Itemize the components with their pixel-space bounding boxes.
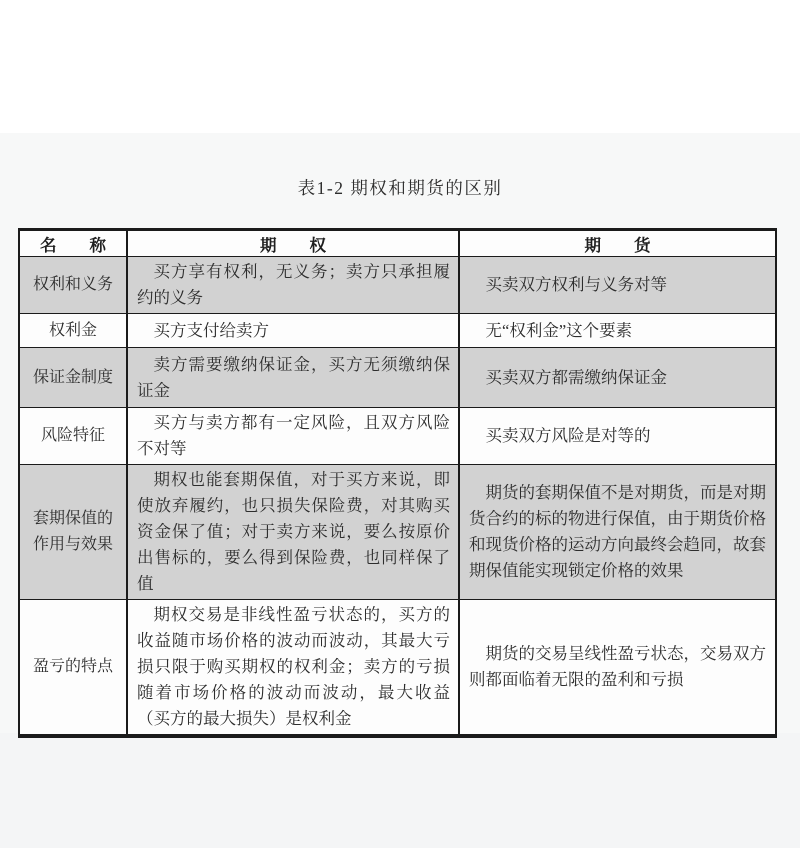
row-name-cell: 权利金	[19, 314, 127, 348]
table-row	[19, 600, 776, 737]
option-column-cell: 卖方需要缴纳保证金，买方无须缴纳保证金	[127, 348, 459, 408]
row-name-cell: 保证金制度	[19, 348, 127, 408]
table-row	[19, 408, 776, 465]
table-row	[19, 348, 776, 408]
future-column-cell: 无“权利金”这个要素	[459, 314, 776, 348]
column-header-future: 期 货	[459, 230, 776, 257]
row-name-cell: 套期保值的作用与效果	[19, 465, 127, 600]
row-name-cell: 盈亏的特点	[19, 600, 127, 737]
table-row	[19, 314, 776, 348]
option-column-cell: 买方与卖方都有一定风险，且双方风险不对等	[127, 408, 459, 465]
future-column-cell: 期货的套期保值不是对期货，而是对期货合约的标的物进行保值，由于期货价格和现货价格的运动方向最终会趋同，故套期保值能实现锁定价格的效果	[459, 465, 776, 600]
option-column-cell: 买方支付给卖方	[127, 314, 459, 348]
options-futures-comparison-table	[18, 228, 777, 738]
future-column-cell: 买卖双方权利与义务对等	[459, 257, 776, 314]
future-column-cell: 买卖双方风险是对等的	[459, 408, 776, 465]
row-name-cell: 风险特征	[19, 408, 127, 465]
table-row	[19, 465, 776, 600]
option-column-cell: 买方享有权利，无义务；卖方只承担履约的义务	[127, 257, 459, 314]
table-body	[19, 257, 776, 737]
row-name-cell: 权利和义务	[19, 257, 127, 314]
table-row	[19, 257, 776, 314]
table-header-row	[19, 230, 776, 257]
option-column-cell: 期权交易是非线性盈亏状态的，买方的收益随市场价格的波动而波动，其最大亏损只限于购买期权的权利金；卖方的亏损随着市场价格的波动而波动，最大收益（买方的最大损失）是权利金	[127, 600, 459, 737]
column-header-option: 期 权	[127, 230, 459, 257]
column-header-name: 名 称	[19, 230, 127, 257]
page-bottom-band	[0, 733, 800, 848]
table-caption: 表1-2 期权和期货的区别	[297, 178, 503, 198]
future-column-cell: 买卖双方都需缴纳保证金	[459, 348, 776, 408]
future-column-cell: 期货的交易呈线性盈亏状态，交易双方则都面临着无限的盈利和亏损	[459, 600, 776, 737]
option-column-cell: 期权也能套期保值，对于买方来说，即使放弃履约，也只损失保险费，对其购买资金保了值；对于卖方来说，要么按原价出售标的，要么得到保险费，也同样保了值	[127, 465, 459, 600]
